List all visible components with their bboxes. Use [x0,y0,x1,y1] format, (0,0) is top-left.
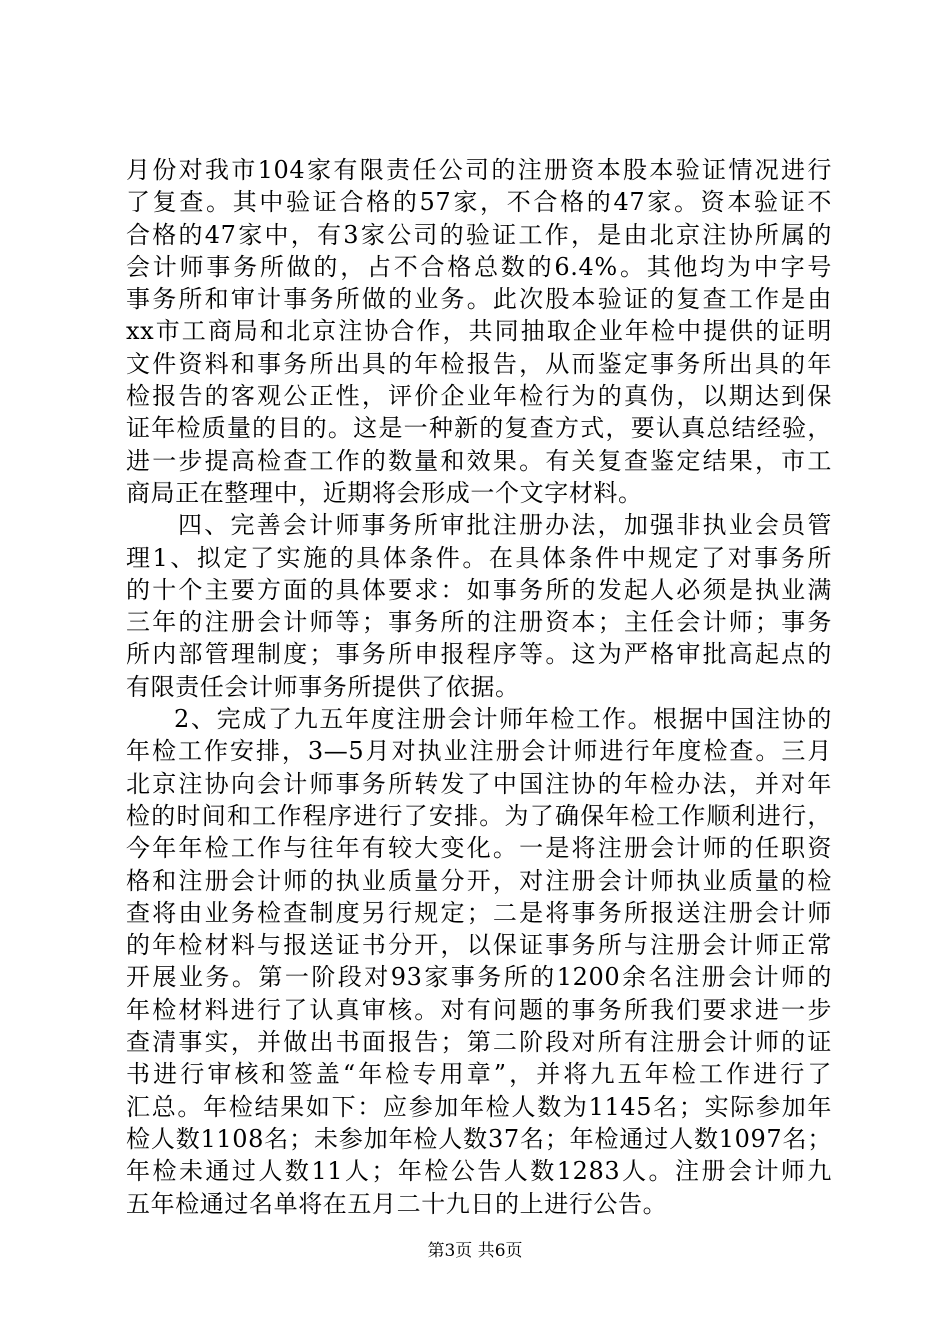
text-line: 的十个主要方面的具体要求：如事务所的发起人必须是执业满 [126,575,832,604]
section-heading-line: 四、完善会计师事务所审批注册办法，加强非执业会员管 [178,511,832,540]
text-line: 五年检通过名单将在五月二十九日的上进行公告。 [126,1189,668,1218]
text-line: xx市工商局和北京注协合作，共同抽取企业年检中提供的证明 [126,317,832,346]
text-line: 今年年检工作与往年有较大变化。一是将注册会计师的任职资 [126,834,832,863]
text-line: 检报告的客观公正性，评价企业年检行为的真伪，以期达到保 [126,382,832,411]
text-line: 会计师事务所做的，占不合格总数的6.4%。其他均为中字号 [126,252,832,281]
text-line: 年检材料进行了认真审核。对有问题的事务所我们要求进一步 [126,995,832,1024]
text-line: 格和注册会计师的执业质量分开，对注册会计师执业质量的检 [126,866,832,895]
text-line: 月份对我市104家有限责任公司的注册资本股本验证情况进行 [126,156,832,184]
text-line: 商局正在整理中，近期将会形成一个文字材料。 [126,478,643,507]
text-line: 年检未通过人数11人；年检公告人数1283人。注册会计师九 [126,1157,832,1186]
text-line: 2、完成了九五年度注册会计师年检工作。根据中国注协的 [174,705,832,734]
document-body [126,154,832,1220]
text-line: 北京注协向会计师事务所转发了中国注协的年检办法，并对年 [126,769,832,798]
text-line: 文件资料和事务所出具的年检报告，从而鉴定事务所出具的年 [126,349,832,378]
text-line: 年检工作安排，3—5月对执业注册会计师进行年度检查。三月 [126,737,832,766]
text-line: 查清事实，并做出书面报告；第二阶段对所有注册会计师的证 [126,1028,832,1057]
text-line: 合格的47家中，有3家公司的验证工作，是由北京注协所属的 [126,220,832,249]
text-line: 的年检材料与报送证书分开，以保证事务所与注册会计师正常 [126,931,832,960]
text-line: 检的时间和工作程序进行了安排。为了确保年检工作顺利进行， [126,801,832,830]
text-line: 书进行审核和签盖“年检专用章”，并将九五年检工作进行了 [126,1060,832,1089]
text-line: 进一步提高检查工作的数量和效果。有关复查鉴定结果，市工 [126,446,832,475]
paragraph-capital-verification-review [126,154,832,509]
paragraph-section-four [126,509,832,703]
text-line: 开展业务。第一阶段对93家事务所的1200余名注册会计师的 [126,963,832,992]
text-line: 三年的注册会计师等；事务所的注册资本；主任会计师；事务 [126,608,832,637]
text-line: 理1、拟定了实施的具体条件。在具体条件中规定了对事务所 [126,543,832,572]
text-line: 查将由业务检查制度另行规定；二是将事务所报送注册会计师 [126,898,832,927]
page-number-footer: 第3页 共6页 [427,1241,523,1261]
text-line: 事务所和审计事务所做的业务。此次股本验证的复查工作是由 [126,285,832,314]
text-line: 有限责任会计师事务所提供了依据。 [126,672,520,701]
text-line: 证年检质量的目的。这是一种新的复查方式，要认真总结经验， [126,414,832,443]
text-line: 检人数1108名；未参加年检人数37名；年检通过人数1097名； [126,1124,832,1153]
text-line: 汇总。年检结果如下：应参加年检人数为1145名；实际参加年 [126,1092,832,1121]
paragraph-annual-inspection [126,703,832,1220]
text-line: 了复查。其中验证合格的57家，不合格的47家。资本验证不 [126,188,832,217]
text-line: 所内部管理制度；事务所申报程序等。这为严格审批高起点的 [126,640,832,669]
